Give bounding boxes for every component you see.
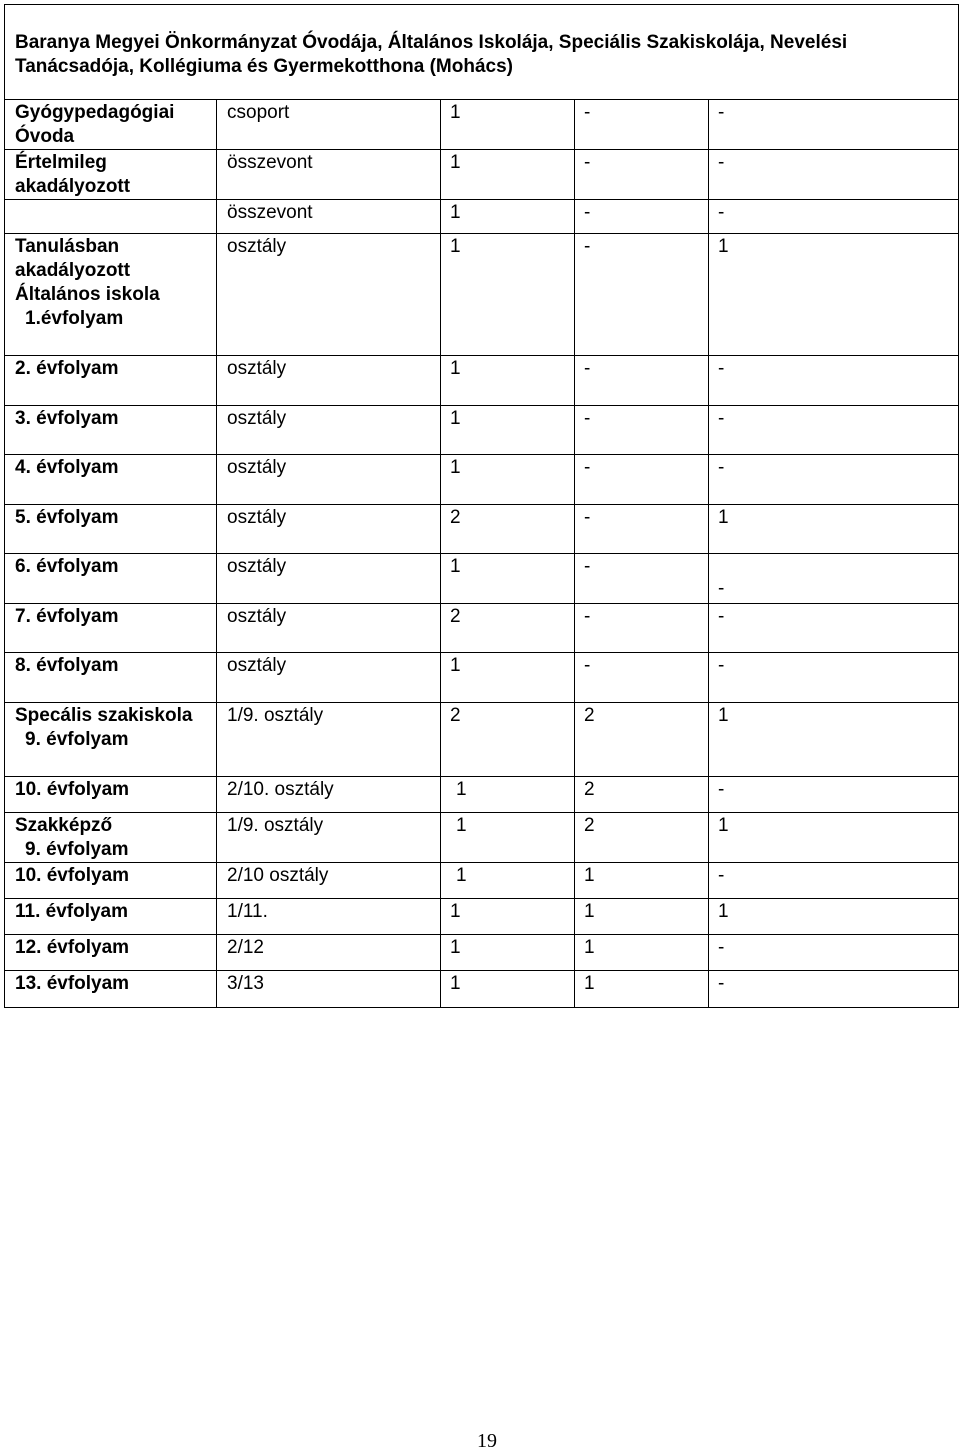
row-count-3: - bbox=[709, 406, 959, 455]
row-type: osztály bbox=[217, 554, 441, 604]
row-count-1: 2 bbox=[441, 604, 575, 653]
table-row bbox=[5, 813, 959, 863]
table-row bbox=[5, 150, 959, 200]
row-type: osztály bbox=[217, 234, 441, 356]
row-label-main: Tanulásban akadályozott Általános iskola bbox=[15, 236, 160, 305]
row-count-3: 1 bbox=[709, 899, 959, 935]
row-label-main: Szakképző bbox=[15, 815, 113, 836]
row-count-3: 1 bbox=[709, 505, 959, 554]
row-count-2: - bbox=[575, 406, 709, 455]
row-count-2: 1 bbox=[575, 863, 709, 899]
row-count-2: - bbox=[575, 455, 709, 505]
row-count-3: - bbox=[709, 150, 959, 200]
table-row bbox=[5, 604, 959, 653]
row-label: 11. évfolyam bbox=[5, 899, 217, 935]
table-row bbox=[5, 234, 959, 356]
row-label: 10. évfolyam bbox=[5, 777, 217, 813]
row-count-1: 1 bbox=[441, 356, 575, 406]
row-type: osztály bbox=[217, 455, 441, 505]
row-count-2: 1 bbox=[575, 971, 709, 1008]
row-count-1: 1 bbox=[441, 899, 575, 935]
row-count-1: 1 bbox=[441, 455, 575, 505]
row-count-2: 2 bbox=[575, 813, 709, 863]
row-count-1: 1 bbox=[441, 777, 575, 813]
row-count-3: - bbox=[709, 777, 959, 813]
row-label: 6. évfolyam bbox=[5, 554, 217, 604]
table-row bbox=[5, 971, 959, 1008]
row-label: 5. évfolyam bbox=[5, 505, 217, 554]
table-row bbox=[5, 899, 959, 935]
row-count-1: 1 bbox=[441, 863, 575, 899]
table-row bbox=[5, 455, 959, 505]
row-count-2: - bbox=[575, 554, 709, 604]
row-type: 2/10. osztály bbox=[217, 777, 441, 813]
row-count-1: 1 bbox=[441, 971, 575, 1008]
row-label: Gyógypedagógiai Óvoda bbox=[5, 100, 217, 150]
row-count-2: - bbox=[575, 356, 709, 406]
row-count-3: - bbox=[709, 863, 959, 899]
row-count-3: - bbox=[709, 935, 959, 971]
row-label: 4. évfolyam bbox=[5, 455, 217, 505]
row-count-2: - bbox=[575, 653, 709, 703]
row-type: 1/9. osztály bbox=[217, 703, 441, 777]
institution-name: Baranya Megyei Önkormányzat Óvodája, Általános Iskolája, Speciális Szakiskolája, Nevelési Tanácsadója, Kollégiuma és Gyermekotthona (Mohács) bbox=[5, 5, 959, 100]
row-count-3: - bbox=[709, 356, 959, 406]
row-label-main: Specális szakiskola bbox=[15, 705, 193, 726]
row-type: osztály bbox=[217, 356, 441, 406]
row-label: 7. évfolyam bbox=[5, 604, 217, 653]
table-row bbox=[5, 406, 959, 455]
row-label: 3. évfolyam bbox=[5, 406, 217, 455]
row-count-1: 1 bbox=[441, 150, 575, 200]
row-label: 2. évfolyam bbox=[5, 356, 217, 406]
row-count-3: - bbox=[709, 554, 959, 604]
table-row bbox=[5, 653, 959, 703]
row-type: összevont bbox=[217, 200, 441, 234]
table-row bbox=[5, 200, 959, 234]
row-count-1: 2 bbox=[441, 505, 575, 554]
table-row bbox=[5, 554, 959, 604]
row-count-2: - bbox=[575, 604, 709, 653]
row-type: csoport bbox=[217, 100, 441, 150]
row-count-1: 1 bbox=[441, 100, 575, 150]
row-count-1: 2 bbox=[441, 703, 575, 777]
row-count-1: 1 bbox=[441, 653, 575, 703]
row-count-3: 1 bbox=[709, 813, 959, 863]
row-label: 10. évfolyam bbox=[5, 863, 217, 899]
row-label-sub: 9. évfolyam bbox=[25, 729, 129, 750]
row-label-sub: 9. évfolyam bbox=[25, 839, 129, 860]
row-type: 1/11. bbox=[217, 899, 441, 935]
institution-table bbox=[4, 4, 959, 1008]
row-type: 2/12 bbox=[217, 935, 441, 971]
row-label-sub: 1.évfolyam bbox=[25, 308, 124, 329]
table-row bbox=[5, 100, 959, 150]
table-row bbox=[5, 863, 959, 899]
row-label: 8. évfolyam bbox=[5, 653, 217, 703]
row-count-3: - bbox=[709, 604, 959, 653]
row-type: 1/9. osztály bbox=[217, 813, 441, 863]
row-count-2: 1 bbox=[575, 899, 709, 935]
table-row bbox=[5, 505, 959, 554]
row-count-1: 1 bbox=[441, 935, 575, 971]
row-label: Értelmileg akadályozott bbox=[5, 150, 217, 200]
table-row bbox=[5, 777, 959, 813]
row-count-1: 1 bbox=[441, 234, 575, 356]
row-type: osztály bbox=[217, 604, 441, 653]
row-label: 13. évfolyam bbox=[5, 971, 217, 1008]
row-count-2: - bbox=[575, 505, 709, 554]
row-label bbox=[5, 200, 217, 234]
row-count-1: 1 bbox=[441, 406, 575, 455]
row-count-3: 1 bbox=[709, 703, 959, 777]
row-count-2: - bbox=[575, 150, 709, 200]
row-count-2: 1 bbox=[575, 935, 709, 971]
row-count-3: 1 bbox=[709, 234, 959, 356]
row-count-3: - bbox=[709, 971, 959, 1008]
page-number: 19 bbox=[477, 1430, 497, 1452]
row-count-3: - bbox=[709, 100, 959, 150]
row-type: 3/13 bbox=[217, 971, 441, 1008]
row-count-2: - bbox=[575, 100, 709, 150]
row-count-2: 2 bbox=[575, 777, 709, 813]
row-count-2: - bbox=[575, 200, 709, 234]
row-type: osztály bbox=[217, 505, 441, 554]
row-count-2: 2 bbox=[575, 703, 709, 777]
table-row bbox=[5, 935, 959, 971]
row-count-3: - bbox=[709, 455, 959, 505]
row-count-1: 1 bbox=[441, 554, 575, 604]
row-count-1: 1 bbox=[441, 813, 575, 863]
row-type: osztály bbox=[217, 653, 441, 703]
table-row bbox=[5, 356, 959, 406]
row-label: 12. évfolyam bbox=[5, 935, 217, 971]
row-label bbox=[5, 234, 217, 356]
row-count-3: - bbox=[709, 653, 959, 703]
table-row bbox=[5, 703, 959, 777]
row-type: 2/10 osztály bbox=[217, 863, 441, 899]
row-type: összevont bbox=[217, 150, 441, 200]
row-label bbox=[5, 703, 217, 777]
row-type: osztály bbox=[217, 406, 441, 455]
row-count-3: - bbox=[709, 200, 959, 234]
row-label bbox=[5, 813, 217, 863]
header-row bbox=[5, 5, 959, 100]
row-count-1: 1 bbox=[441, 200, 575, 234]
row-count-2: - bbox=[575, 234, 709, 356]
